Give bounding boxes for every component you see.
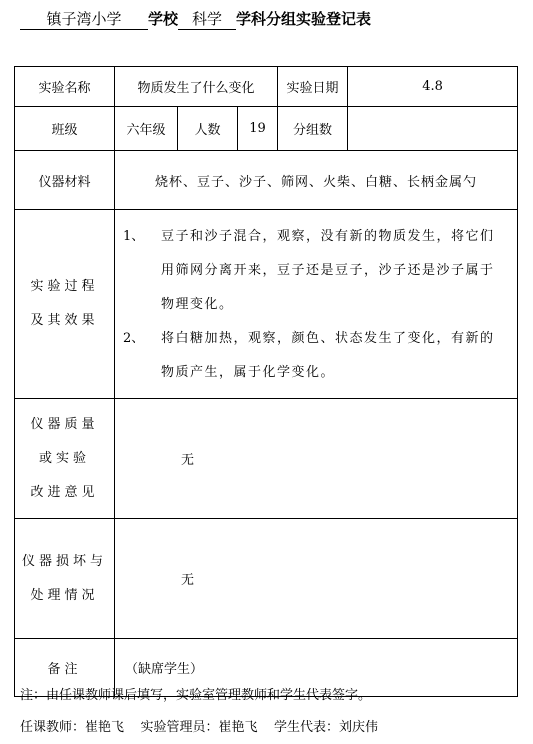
process-label <box>15 210 115 399</box>
count-label: 人数 <box>178 107 238 151</box>
school-suffix: 学校 <box>148 10 179 28</box>
count-value: 19 <box>238 107 278 151</box>
quality-label <box>15 399 115 519</box>
title-suffix: 学科分组实验登记表 <box>236 10 372 28</box>
experiment-date-label: 实验日期 <box>278 67 348 107</box>
quality-value: 无 <box>115 399 518 519</box>
step-text: 豆子和沙子混合，观察，没有新的物质发生，将它们用筛网分离开来，豆子还是豆子，沙子还是沙子属于物理变化。 <box>161 229 495 312</box>
form-title <box>20 8 520 34</box>
materials-value: 烧杯、豆子、沙子、筛网、火柴、白糖、长柄金属勺 <box>115 151 518 210</box>
process-content <box>115 210 518 399</box>
table-row <box>15 107 518 151</box>
step-number: 2、 <box>123 331 145 346</box>
damage-label <box>15 519 115 639</box>
damage-label-line: 处理情况 <box>30 587 99 603</box>
process-step <box>123 220 505 322</box>
class-label: 班级 <box>15 107 115 151</box>
step-text: 将白糖加热，观察，颜色、状态发生了变化，有新的物质产生，属于化学变化。 <box>161 331 495 380</box>
process-step <box>123 322 505 390</box>
process-label-line: 及其效果 <box>30 313 99 328</box>
table-row <box>15 399 518 519</box>
materials-label: 仪器材料 <box>15 151 115 210</box>
step-number: 1、 <box>123 229 145 244</box>
experiment-registration-table <box>14 66 518 697</box>
group-label: 分组数 <box>278 107 348 151</box>
quality-label-line: 或实验 <box>38 450 90 466</box>
table-row <box>15 210 518 399</box>
remark-value: （缺席学生） <box>115 639 518 697</box>
damage-value: 无 <box>115 519 518 639</box>
process-label-line: 实验过程 <box>30 279 99 294</box>
footer-note: 注：由任课教师课后填写，实验室管理教师和学生代表签字。 <box>20 688 372 703</box>
group-value <box>348 107 518 151</box>
experiment-name-label: 实验名称 <box>15 67 115 107</box>
remark-label: 备注 <box>15 639 115 697</box>
experiment-name-value: 物质发生了什么变化 <box>115 67 278 107</box>
damage-label-line: 仪器损坏与 <box>21 553 107 569</box>
quality-label-line: 改进意见 <box>30 484 99 500</box>
experiment-date-value: 4.8 <box>348 67 518 107</box>
table-row <box>15 67 518 107</box>
school-name: 镇子湾小学 <box>20 8 148 30</box>
quality-label-line: 仪器质量 <box>30 416 99 432</box>
subject-name: 科学 <box>178 8 236 30</box>
footer-signatures: 任课教师：崔艳飞 实验管理员：崔艳飞 学生代表：刘庆伟 <box>20 720 379 735</box>
table-row <box>15 519 518 639</box>
class-value: 六年级 <box>115 107 178 151</box>
table-row <box>15 151 518 210</box>
